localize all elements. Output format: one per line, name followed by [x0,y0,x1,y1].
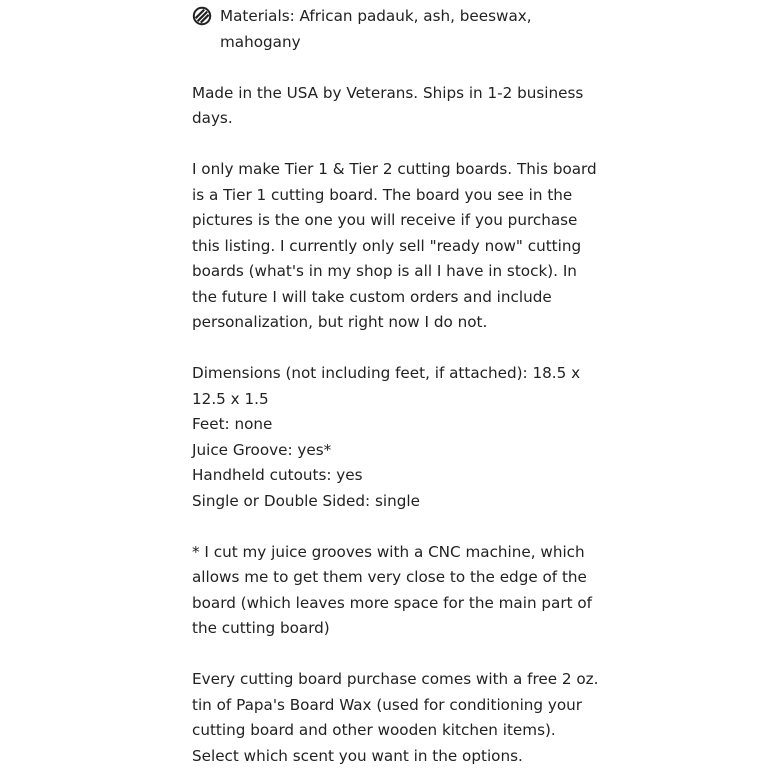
materials-icon [192,6,212,26]
specs-list [192,361,600,514]
wax-info-text: Every cutting board purchase comes with a free 2 oz. tin of Papa's Board Wax (used for conditioning your cutting board and other wooden kitchen items). Select which scent you want in the options. [192,670,599,765]
materials-text: Materials: African padauk, ash, beeswax, mahogany [220,7,532,51]
made-in-text: Made in the USA by Veterans. Ships in 1-2 business days. [192,83,584,127]
spec-handheld-cutouts: Handheld cutouts: yes [192,466,363,484]
spec-dimensions: Dimensions (not including feet, if attached): 18.5 x 12.5 x 1.5 [192,364,581,408]
spec-sided: Single or Double Sided: single [192,491,420,510]
listing-description [192,4,600,769]
footnote-text: * I cut my juice grooves with a CNC machine, which allows me to get them very close to the edge of the board (which leaves more space for the main part of the cutting board) [192,542,593,637]
tier-info-text: I only make Tier 1 & Tier 2 cutting boards. This board is a Tier 1 cutting board. The board you see in the pictures is the one you will receive if you purchase this listing. I currently only sell "ready now" cutting boards (what's in my shop is all I have in stock). In the future I will take custom orders and include personalization, but right now I do not. [192,160,597,331]
spec-feet: Feet: none [192,415,273,433]
spec-juice-groove: Juice Groove: yes* [192,440,332,459]
materials-row [192,4,600,55]
